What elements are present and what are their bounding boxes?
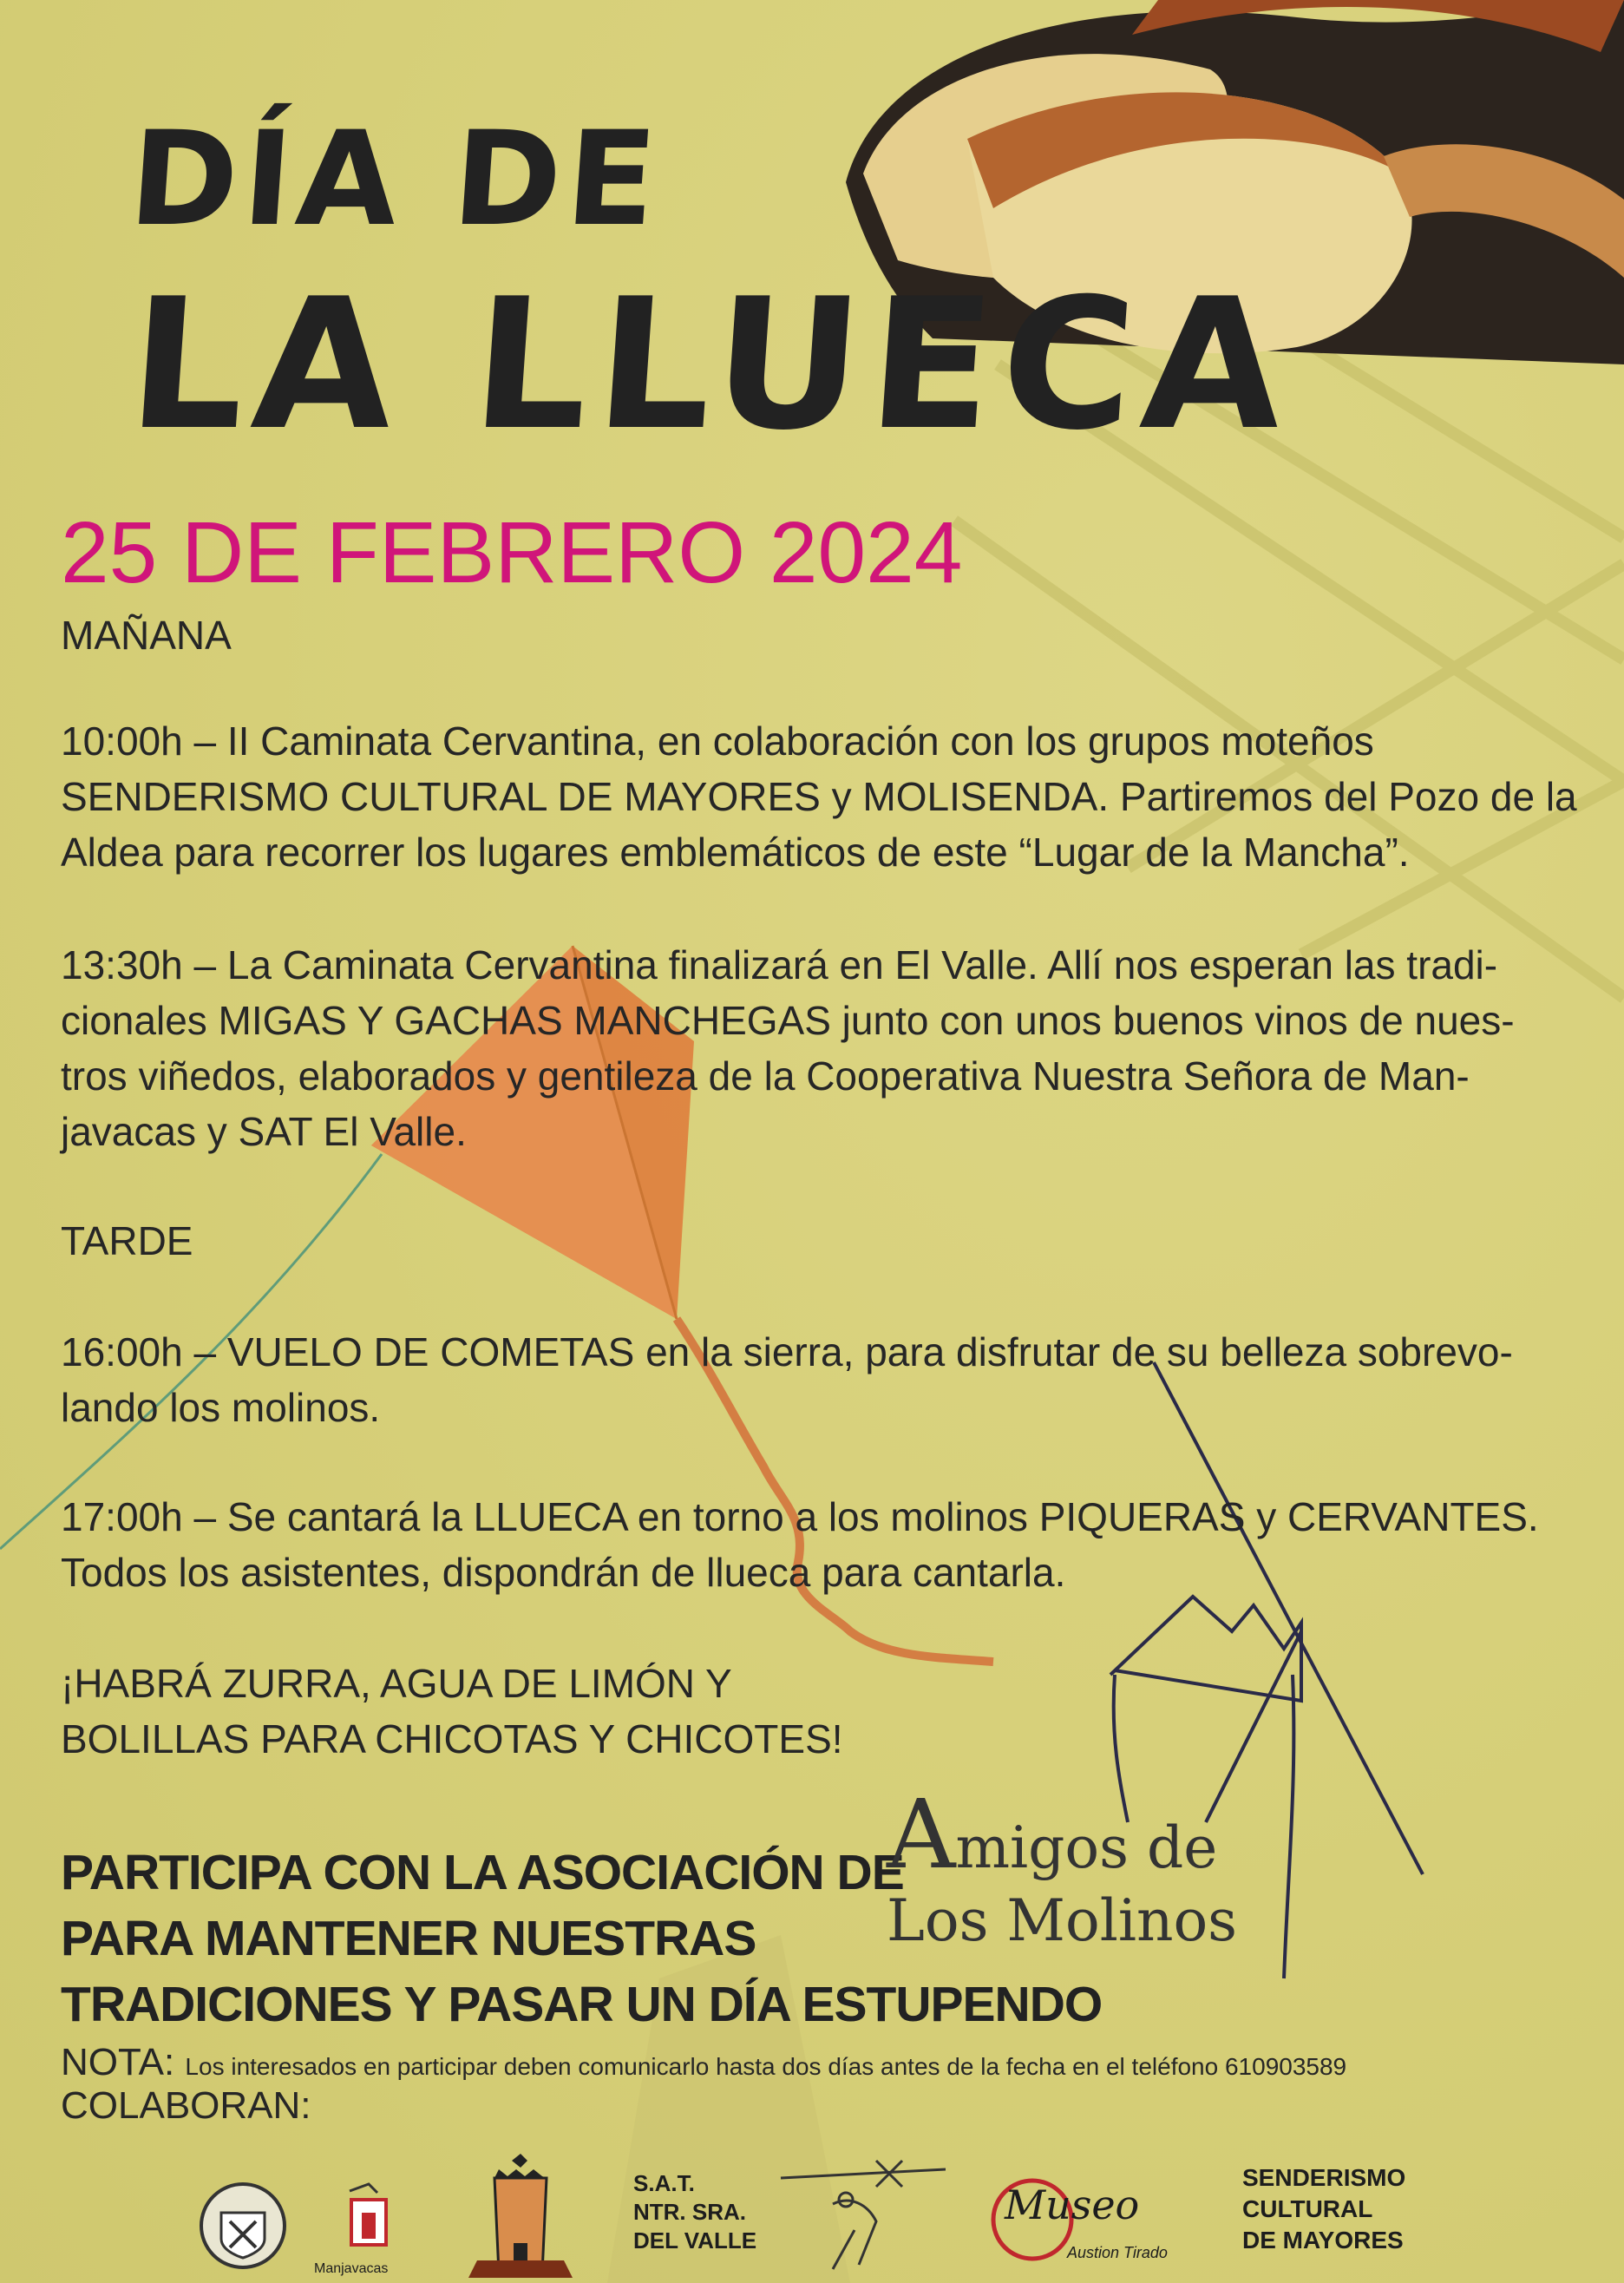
- town-crest-logo: [195, 2178, 291, 2273]
- paragraph-line: 17:00h – Se cantará la LLUECA en torno a los molinos PIQUERAS y CERVANTES.: [61, 1494, 1539, 1539]
- manjavacas-logo-label: Manjavacas: [314, 2261, 389, 2276]
- paragraph-line: Aldea para recorrer los lugares emblemáticos de este “Lugar de la Mancha”.: [61, 830, 1410, 875]
- title-line-2: LA LLUECA: [122, 260, 1299, 470]
- participa-line-3: TRADICIONES Y PASAR UN DÍA ESTUPENDO: [61, 1977, 1103, 2032]
- title-line-1: DÍA DE: [124, 104, 666, 255]
- association-line-2: Los Molinos: [887, 1887, 1238, 1954]
- event-date: 25 DE FEBRERO 2024: [61, 504, 963, 601]
- senderismo-line: CULTURAL: [1242, 2195, 1373, 2222]
- paragraph-line: 13:30h – La Caminata Cervantina finalizará en El Valle. Allí nos esperan las tradi-: [61, 942, 1498, 987]
- association-name: [887, 1779, 1238, 1958]
- paragraph-line: Todos los asistentes, dispondrán de llueca para cantarla.: [61, 1550, 1066, 1595]
- paragraph-line: javacas y SAT El Valle.: [61, 1109, 467, 1154]
- morning-header: MAÑANA: [61, 613, 232, 658]
- paragraph-3: [61, 1324, 1588, 1435]
- participa-line-2: PARA MANTENER NUESTRAS: [61, 1911, 756, 1966]
- association-line-1: migos de: [955, 1814, 1218, 1881]
- senderismo-logo: [1242, 2162, 1405, 2256]
- paragraph-line: 10:00h – II Caminata Cervantina, en colaboración con los grupos moteños: [61, 718, 1374, 764]
- senderismo-line: DE MAYORES: [1242, 2227, 1404, 2253]
- museo-logo-sub: Austion Tirado: [1067, 2244, 1168, 2261]
- senderismo-line: SENDERISMO: [1242, 2164, 1406, 2191]
- sat-line: DEL VALLE: [633, 2227, 757, 2253]
- paragraph-line: cionales MIGAS Y GACHAS MANCHEGAS junto con unos buenos vinos de nues-: [61, 998, 1515, 1043]
- note: [61, 2041, 1346, 2084]
- paragraph-1: [61, 713, 1588, 880]
- museo-logo-label: Museo: [1005, 2181, 1140, 2228]
- paragraph-line: tros viñedos, elaborados y gentileza de la Cooperativa Nuestra Señora de Man-: [61, 1053, 1470, 1099]
- paragraph-4: [61, 1489, 1588, 1600]
- paragraph-line: ¡HABRÁ ZURRA, AGUA DE LIMÓN Y: [61, 1661, 732, 1706]
- association-initial: A: [887, 1779, 956, 1890]
- sat-line: NTR. SRA.: [633, 2199, 746, 2225]
- sat-logo: [633, 2169, 756, 2255]
- note-text: Los interesados en participar deben comunicarlo hasta dos días antes de la fecha en el teléfono 610903589: [185, 2053, 1347, 2080]
- colaboran-label: COLABORAN:: [61, 2084, 311, 2127]
- note-label: NOTA:: [61, 2041, 175, 2083]
- participa-line-1: PARTICIPA CON LA ASOCIACIÓN DE: [61, 1845, 904, 1900]
- quixote-sketch-logo: [772, 2152, 946, 2273]
- paragraph-5: [61, 1656, 1588, 1767]
- paragraph-line: 16:00h – VUELO DE COMETAS en la sierra, para disfrutar de su belleza sobrevo-: [61, 1329, 1513, 1374]
- paragraph-line: BOLILLAS PARA CHICOTAS Y CHICOTES!: [61, 1716, 843, 1761]
- paragraph-line: lando los molinos.: [61, 1385, 381, 1430]
- afternoon-header: TARDE: [61, 1218, 193, 1263]
- sat-line: S.A.T.: [633, 2170, 695, 2196]
- tower-logo: [460, 2152, 581, 2278]
- paragraph-line: SENDERISMO CULTURAL DE MAYORES y MOLISENDA. Partiremos del Pozo de la: [61, 774, 1577, 819]
- paragraph-2: [61, 937, 1588, 1159]
